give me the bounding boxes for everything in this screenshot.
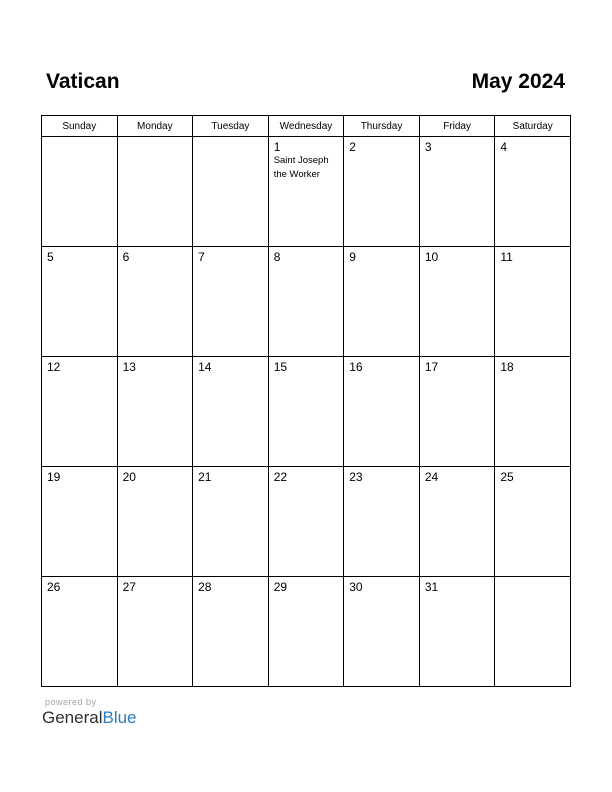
day-number: 15 xyxy=(273,360,288,374)
day-number xyxy=(42,137,117,140)
day-cell xyxy=(495,357,571,467)
month-year-title: May 2024 xyxy=(471,70,565,93)
day-cell xyxy=(495,577,571,687)
brand-logo-blue: Blue xyxy=(102,708,137,727)
day-cell xyxy=(419,137,495,247)
day-number: 28 xyxy=(198,580,212,594)
day-number xyxy=(495,577,570,580)
day-number: 23 xyxy=(349,470,363,484)
day-number: 26 xyxy=(47,580,61,594)
day-cell xyxy=(344,137,420,247)
weekday-tuesday: Tuesday xyxy=(193,116,269,137)
day-cell xyxy=(117,137,193,247)
day-cell xyxy=(193,467,269,577)
day-cell xyxy=(42,247,118,357)
day-number xyxy=(118,137,193,140)
day-cell xyxy=(268,357,344,467)
weekday-friday: Friday xyxy=(419,116,495,137)
day-cell xyxy=(268,137,344,247)
day-cell xyxy=(42,357,118,467)
day-number xyxy=(193,137,268,140)
day-number: 8 xyxy=(273,250,281,264)
day-cell xyxy=(419,577,495,687)
weekday-header-row xyxy=(42,116,571,137)
day-number: 31 xyxy=(424,580,439,594)
powered-by-label: powered by xyxy=(45,697,97,707)
day-cell xyxy=(193,247,269,357)
day-number: 11 xyxy=(500,250,513,264)
day-cell xyxy=(495,467,571,577)
day-number: 4 xyxy=(500,140,508,154)
day-cell xyxy=(419,247,495,357)
week-row xyxy=(42,357,571,467)
day-cell xyxy=(344,357,420,467)
day-cell xyxy=(42,467,118,577)
day-cell xyxy=(268,247,344,357)
day-number: 29 xyxy=(273,580,288,594)
day-number: 13 xyxy=(122,360,136,374)
weekday-sunday: Sunday xyxy=(42,116,118,137)
day-cell xyxy=(344,467,420,577)
day-cell xyxy=(193,137,269,247)
day-cell xyxy=(495,247,571,357)
day-cell xyxy=(344,247,420,357)
day-number: 14 xyxy=(198,360,212,374)
day-number: 16 xyxy=(349,360,363,374)
day-cell xyxy=(268,467,344,577)
day-number: 18 xyxy=(500,360,514,374)
day-number: 27 xyxy=(122,580,136,594)
day-number: 10 xyxy=(424,250,439,264)
day-number: 7 xyxy=(198,250,205,264)
day-cell xyxy=(42,137,118,247)
brand-logo[interactable] xyxy=(42,708,137,728)
day-cell xyxy=(117,577,193,687)
day-number: 21 xyxy=(198,470,212,484)
day-cell xyxy=(419,357,495,467)
week-row xyxy=(42,137,571,247)
country-title: Vatican xyxy=(46,70,120,93)
weekday-saturday: Saturday xyxy=(495,116,571,137)
week-row xyxy=(42,467,571,577)
day-cell xyxy=(193,357,269,467)
day-cell xyxy=(193,577,269,687)
day-number: 24 xyxy=(424,470,439,484)
day-number: 2 xyxy=(349,140,356,154)
weekday-thursday: Thursday xyxy=(344,116,420,137)
day-number: 30 xyxy=(349,580,363,594)
day-number: 17 xyxy=(424,360,439,374)
day-cell xyxy=(117,467,193,577)
day-number: 9 xyxy=(349,250,356,264)
day-cell xyxy=(419,467,495,577)
brand-logo-general: General xyxy=(42,708,103,727)
day-cell xyxy=(42,577,118,687)
day-number: 19 xyxy=(47,470,61,484)
week-row xyxy=(42,247,571,357)
weekday-monday: Monday xyxy=(117,116,193,137)
day-number: 12 xyxy=(47,360,61,374)
holiday-label: Saint Joseph the Worker xyxy=(273,155,329,180)
week-row xyxy=(42,577,571,687)
day-number: 3 xyxy=(424,140,432,154)
day-cell xyxy=(495,137,571,247)
calendar-grid xyxy=(41,115,571,687)
day-number: 6 xyxy=(122,250,130,264)
day-cell xyxy=(117,357,193,467)
day-number: 20 xyxy=(122,470,136,484)
day-number: 5 xyxy=(47,250,54,264)
weekday-wednesday: Wednesday xyxy=(268,116,344,137)
day-cell xyxy=(268,577,344,687)
day-number: 25 xyxy=(500,470,514,484)
day-number: 22 xyxy=(273,470,288,484)
day-cell xyxy=(344,577,420,687)
day-cell xyxy=(117,247,193,357)
day-number: 1 xyxy=(273,140,281,154)
